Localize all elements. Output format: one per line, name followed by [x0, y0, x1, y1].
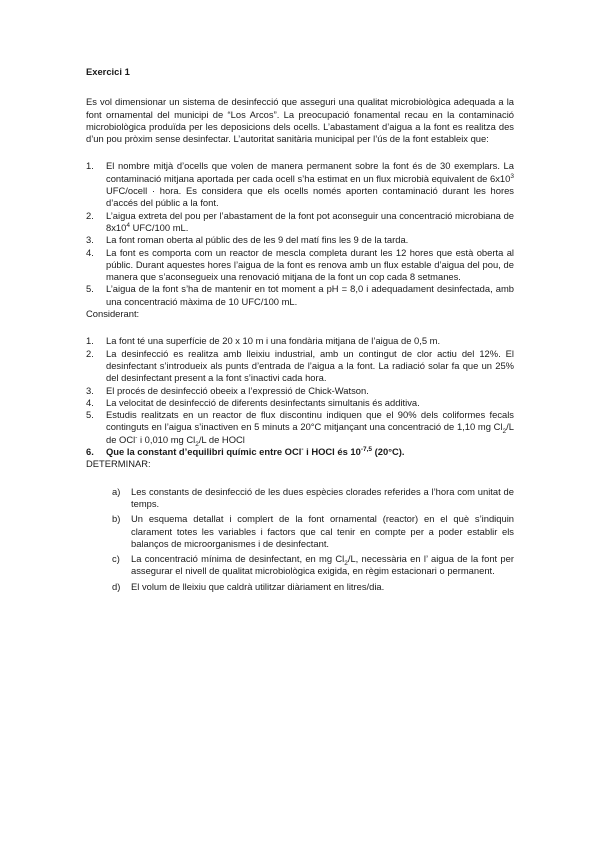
list-item: d) El volum de lleixiu que caldrà utilitzar diàriament en litres/dia. — [112, 580, 385, 592]
considerant-heading: Considerant: — [86, 308, 140, 320]
exercise-page — [86, 66, 514, 596]
list-item: 5. Estudis realitzats en un reactor de flux discontinu indiquen que el 90% dels coliformes fecals continguts en l’aigua s’inactiven en 5 minuts a 20°C mitjançant una concentració de 1,10 mg $Cl_2/L$ de OCl- i 0,010 mg $Cl_2/L$ de HOCl — [86, 409, 514, 448]
list-item: c) La concentració mínima de desinfectant, en mg $Cl_2/L$, necessària en l’ aigua de la font per assegurar el nivell de qualitat microbiològica exigida, en règim estacionari o permanent. — [112, 553, 514, 577]
determinar-list — [86, 486, 514, 593]
list-item: 5. L’aigua de la font s’ha de mantenir en tot moment a pH = 8,0 i adequadament desinfectada, amb una concentració màxima de 10 UFC/100 mL. — [86, 283, 514, 307]
list-item: 2. La desinfecció es realitza amb lleixiu industrial, amb un contingut de clor actiu del 12%. El desinfectant s’introdueix als punts d’entrada de l’aigua a la font. La radiació solar fa que un 25% del desinfectant present a la font s’inactivi cada hora. — [86, 347, 514, 384]
considerant-list — [86, 335, 514, 458]
determinar-heading: DETERMINAR: — [86, 458, 151, 470]
conditions-list — [86, 160, 514, 308]
list-item: 1. La font té una superfície de 20 x 10 m i una fondària mitjana de l’aigua de 0,5 m. — [86, 335, 441, 347]
list-item: 4. La font es comporta com un reactor de mescla completa durant les 12 hores que està oberta al públic. Durant aquestes hores l’aigua de la font es renova amb un flux estable d’aigua del pou, de manera que s’aconsegueix una renovació mitjana de la font un cop cada 8 setmanes. — [86, 246, 514, 283]
list-item: 1. El nombre mitjà d’ocells que volen de manera permanent sobre la font és de 30 exemplars. La contaminació mitjana aportada per cada ocell s’ha estimat en un flux microbià equivalent de $6x10^3$ UFC/ocell · hora. Es considera que els ocells només aporten contaminació durant les hores d’accés del públic a la font. — [86, 160, 514, 209]
list-item: 3. La font roman oberta al públic des de les 9 del matí fins les 9 de la tarda. — [86, 234, 409, 246]
list-item: 2. L’aigua extreta del pou per l’abastament de la font pot aconseguir una concentració microbiana de $8x10^4$ UFC/100 mL. — [86, 209, 514, 233]
list-item: 4. La velocitat de desinfecció de diferents desinfectants simultanis és additiva. — [86, 396, 420, 408]
list-item: 6. Que la constant d’equilibri químic entre OCl- i HOCl és $10^{-7,5}$ (20°C). — [86, 445, 405, 458]
list-item: a) Les constants de desinfecció de les dues espècies clorades referides a l’hora com unitat de temps. — [112, 485, 514, 509]
intro-paragraph: Es vol dimensionar un sistema de desinfecció que asseguri una qualitat microbiològica adequada a la font ornamental del municipi de “Los Arcos”. La preocupació fonamental recau en la contaminació microbiològica produïda per les deposicions dels ocells. L’abastament d’aigua a la font es realitza des d’un pou pròxim sense desinfectar. L’autoritat sanitària municipal per l’ús de la font estableix que: — [86, 96, 514, 145]
exercise-title: Exercici 1 — [86, 66, 130, 77]
list-item: b) Un esquema detallat i complert de la font ornamental (reactor) en el què s’indiquin clarament totes les variables i factors que cal tenir en compte per a poder establir els balanços de microorganismes i de desinfectant. — [112, 513, 514, 549]
list-item: 3. El procés de desinfecció obeeix a l’expressió de Chick-Watson. — [86, 384, 369, 396]
